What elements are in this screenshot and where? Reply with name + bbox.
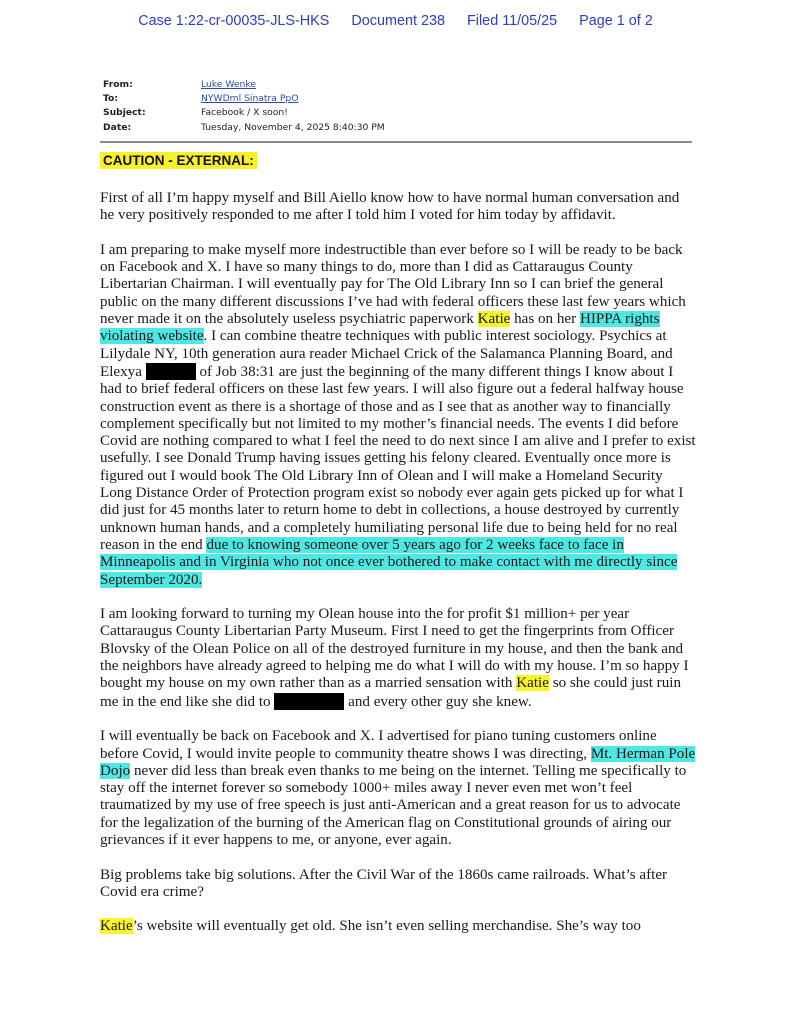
to-link[interactable]: NYWDml Sinatra PpO [201, 93, 299, 105]
email-metadata [103, 78, 385, 135]
date-label: Date: [103, 121, 132, 133]
redaction-box [274, 693, 344, 710]
to-row [103, 92, 385, 106]
text-span: I am looking forward to turning my Olean house into the for profit $1 million+ per year Cattaraugus County Libertarian Party Museum. First I need to get the fingerprints from Officer Blovsky of the Olean Police on all of the destroyed furniture in my house, and then the bank and the neighbors have already agreed to helping me do what I will do with my house. I’m so happy I bought my house on my own rather than as a married sensation with [100, 606, 689, 692]
text-span: I am preparing to make myself more indestructible than ever before so I will be ready to be back on Facebook and X. I have so many things to do, more than I did as Cattaraugus County Libertarian Chairman. I will eventually pay for The Old Library Inn so I can brief the general public on the many different discussions I’ve had with federal officers these last few years which never made it on the absolutely useless psychiatric paperwork [100, 241, 686, 328]
text-span: so she could just ruin me in the end like she did to [100, 675, 682, 710]
subject-row [103, 106, 385, 120]
to-label: To: [103, 93, 119, 105]
case-number: Case 1:22-cr-00035-JLS-HKS [138, 13, 330, 29]
date-row [103, 121, 385, 135]
document-number: Document 238 [351, 13, 445, 29]
paragraph-6 [100, 918, 696, 935]
paragraph-4 [100, 728, 696, 849]
highlight-yellow: Katie [100, 918, 133, 935]
text-span: I will eventually be back on Facebook and X. I advertised for piano tuning customers online before Covid, I would invite people to community theatre shows I was directing, [100, 728, 657, 762]
page-indicator: Page 1 of 2 [579, 13, 653, 29]
redaction-box [146, 363, 196, 380]
paragraph-1: First of all I’m happy myself and Bill Aiello know how to have normal human conversation and he very positively responded to me after I told him I voted for him today by affidavit. [100, 190, 680, 224]
header-divider [100, 141, 692, 143]
court-filing-header [0, 13, 791, 29]
subject-value: Facebook / X soon! [201, 107, 288, 119]
text-span: . I can combine theatre techniques with public interest sociology. Psychics at Lilydale NY, 10th generation aura reader Michael Crick of the Salamanca Planning Board, and Elexya [100, 328, 673, 380]
text-span: ’s website will eventually get old. She isn’t even selling merchandise. She’s way too [132, 918, 641, 935]
paragraph-2 [100, 242, 696, 589]
subject-label: Subject: [103, 107, 146, 119]
from-row [103, 78, 385, 92]
highlight-cyan: due to knowing someone over 5 years ago for 2 weeks face to face in Minneapolis and in Virginia who not once ever bothered to make contact with me directly since September 2020. [100, 536, 678, 588]
from-link[interactable]: Luke Wenke [201, 79, 257, 90]
highlight-yellow: Katie [477, 311, 511, 328]
highlight-cyan: HIPPA rights violating website [100, 311, 660, 345]
text-span: of Job 38:31 are just the beginning of the many different things I know about I had to brief federal officers on these last few years. I will also figure out a federal halfway house construction event as there is a shortage of those and as I see that as another way to financially complement specifically but not limited to my mother’s financial needs. The events I did before Covid are nothing compared to what I feel the need to do next since I am alive and I prefer to exist usefully. I see Donald Trump having issues getting his felony cleared. Eventually once more is figured out I would book The Old Library Inn of Olean and I will make a Homeland Security Long Distance Order of Protection program exist so nobody ever again gets picked up for what I did just for 45 months later to return home to debt in collections, a house destroyed by currently unknown human hands, and a completely humiliating personal life due to being held for no real reason in the end [100, 363, 696, 553]
highlight-cyan: Mt. Herman Pole Dojo [100, 745, 696, 779]
caution-banner: CAUTION - EXTERNAL: [100, 152, 257, 169]
email-body [100, 190, 696, 953]
text-span: never did less than break even thanks to me being on the internet. Telling me specifically to stay off the internet forever so somebody 1000+ miles away I never even met won’t feel traumatized by my use of free speech is just anti-American and a great reason for us to advocate for the legalization of the burning of the American flag on Constitutional grounds of airing our grievances if it ever happens to me, or anyone, ever again. [100, 762, 687, 848]
filed-date: Filed 11/05/25 [467, 13, 558, 29]
from-label: From: [103, 79, 133, 90]
highlight-yellow: Katie [516, 675, 549, 692]
date-value: Tuesday, November 4, 2025 8:40:30 PM [201, 121, 385, 133]
paragraph-3 [100, 606, 696, 711]
text-span: has on her [510, 311, 580, 328]
text-span: and every other guy she knew. [344, 693, 532, 710]
paragraph-5: Big problems take big solutions. After the Civil War of the 1860s came railroads. What’s after Covid era crime? [100, 866, 668, 900]
